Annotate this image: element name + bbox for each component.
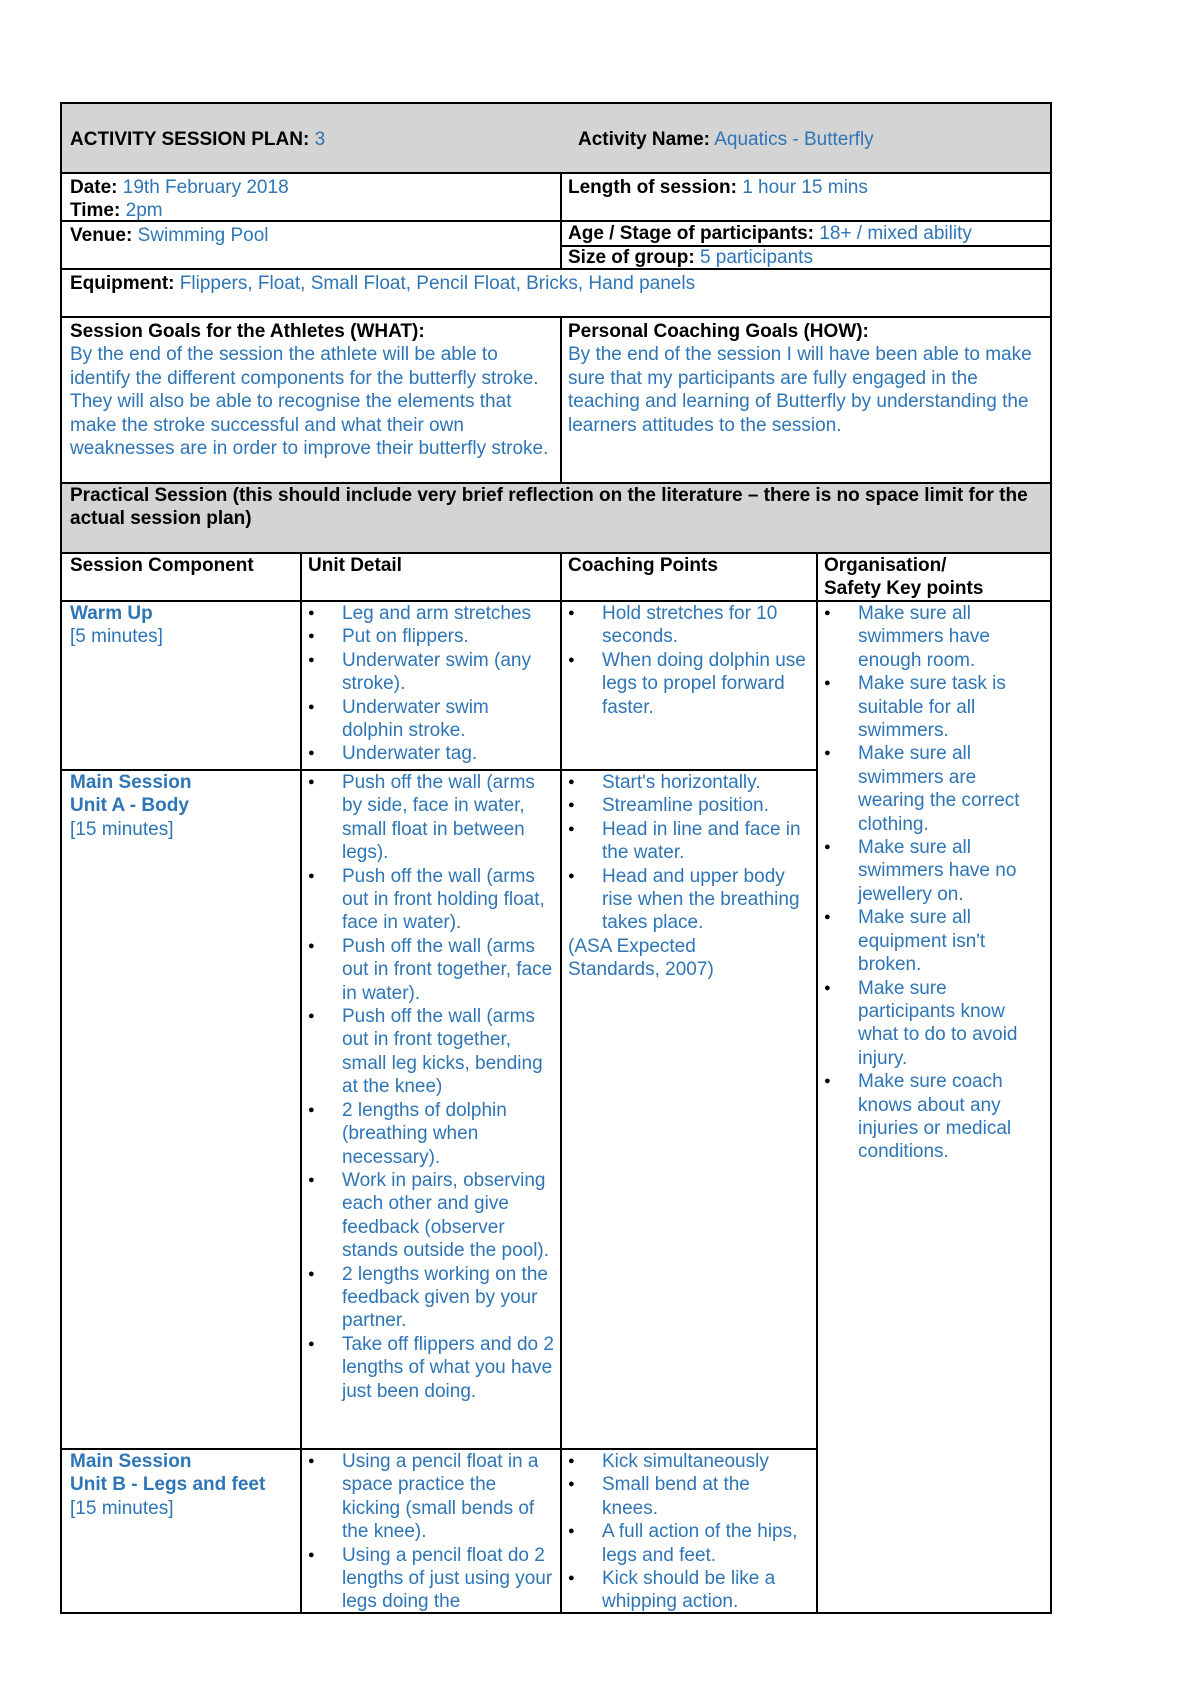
unit-b-component <box>62 1450 300 1612</box>
athlete-goals-label: Session Goals for the Athletes (WHAT): <box>70 321 425 342</box>
col-organisation-line2: Safety Key points <box>824 578 984 600</box>
activity-value: Aquatics - Butterfly <box>714 129 874 150</box>
session-body <box>60 602 1052 1614</box>
list-item: ● Underwater tag. <box>304 742 554 765</box>
coaching-goals-label: Personal Coaching Goals (HOW): <box>568 321 869 342</box>
plan-title-cell <box>62 104 570 172</box>
list-item: ● Kick simultaneously <box>564 1450 810 1473</box>
list-item: ● When doing dolphin use legs to propel forward faster. <box>564 649 810 719</box>
col-organisation <box>816 554 1050 600</box>
list-item: ● Kick should be like a whipping action. <box>564 1567 810 1612</box>
list-item: ● Start's horizontally. <box>564 771 810 794</box>
warm-up-unit-detail <box>302 602 560 769</box>
list-item: ● Put on flippers. <box>304 625 554 648</box>
list-item: ● Push off the wall (arms by side, face in water, small float in between legs). <box>304 771 554 865</box>
venue-cell <box>62 222 560 268</box>
list-item: ● 2 lengths working on the feedback given by your partner. <box>304 1263 554 1333</box>
date-row <box>60 174 1052 222</box>
equipment-row <box>60 270 1052 318</box>
date-cell <box>62 174 560 220</box>
unit-a-component <box>62 771 300 1448</box>
age-value: 18+ / mixed ability <box>819 223 972 244</box>
column-header-row <box>60 554 1052 602</box>
list-item: ● Push off the wall (arms out in front together, face in water). <box>304 935 554 1005</box>
unit-b-title-line2: Unit B - Legs and feet <box>70 1474 266 1496</box>
list-item: ● Make sure coach knows about any injuries or medical conditions. <box>820 1070 1044 1164</box>
list-item: ● Underwater swim (any stroke). <box>304 649 554 696</box>
list-item: ● Make sure all swimmers are wearing the correct clothing. <box>820 742 1044 836</box>
equipment-label: Equipment: <box>70 273 175 294</box>
venue-value: Swimming Pool <box>137 225 269 246</box>
practical-heading: Practical Session (this should include very brief reflection on the literature – there is no space limit for the actual session plan) <box>70 485 1028 530</box>
activity-label: Activity Name: <box>578 129 710 150</box>
unit-b-unit-detail <box>302 1450 560 1612</box>
list-item: ● Push off the wall (arms out in front holding float, face in water). <box>304 865 554 935</box>
date-label: Date: <box>70 177 118 198</box>
list-item: ● 2 lengths of dolphin (breathing when necessary). <box>304 1099 554 1169</box>
col-organisation-line1: Organisation/ <box>824 555 947 576</box>
warm-up-coaching-points <box>562 602 816 769</box>
unit-a-reference: (ASA Expected Standards, 2007) <box>568 935 714 981</box>
list-item: ● Using a pencil float do 2 lengths of just using your legs doing the <box>304 1544 554 1612</box>
coaching-goals-text: By the end of the session I will have been able to make sure that my participants are fully engaged in the teaching and learning of Butterfly by understanding the learners attitudes to the session. <box>568 344 1032 436</box>
list-item: ● Make sure all swimmers have no jewellery on. <box>820 836 1044 906</box>
unit-a-duration: [15 minutes] <box>70 818 174 840</box>
unit-b-title-line1: Main Session <box>70 1451 192 1472</box>
equipment-value: Flippers, Float, Small Float, Pencil Float, Bricks, Hand panels <box>179 273 696 294</box>
list-item: ● Small bend at the knees. <box>564 1473 810 1520</box>
athlete-goals-text: By the end of the session the athlete will be able to identify the different components for the butterfly stroke. They will also be able to recognise the elements that make the stroke successful and what their own weaknesses are in order to improve their butterfly stroke. <box>70 344 549 460</box>
list-item: ● Streamline position. <box>564 794 810 817</box>
list-item: ● Leg and arm stretches <box>304 602 554 625</box>
header-row <box>60 102 1052 174</box>
list-item: ● Work in pairs, observing each other and give feedback (observer stands outside the pool). <box>304 1169 554 1263</box>
col-coaching-points: Coaching Points <box>568 555 718 576</box>
list-item: ● Using a pencil float in a space practice the kicking (small bends of the knee). <box>304 1450 554 1544</box>
unit-a-coaching-points <box>562 771 816 1448</box>
activity-name-cell <box>570 104 1050 172</box>
size-value: 5 participants <box>699 247 813 268</box>
venue-row <box>60 222 1052 270</box>
age-cell <box>560 222 1050 246</box>
time-value: 2pm <box>125 200 163 220</box>
unit-b-coaching-points <box>562 1450 816 1612</box>
list-item: ● Underwater swim dolphin stroke. <box>304 696 554 743</box>
goals-row <box>60 318 1052 484</box>
plan-label: ACTIVITY SESSION PLAN: <box>70 129 310 150</box>
col-unit-detail: Unit Detail <box>308 555 402 576</box>
athlete-goals-cell <box>62 318 560 482</box>
list-item: ● Head and upper body rise when the breathing takes place. <box>564 865 810 935</box>
equipment-cell <box>62 270 1050 316</box>
list-item: ● Make sure all equipment isn't broken. <box>820 906 1044 976</box>
age-label: Age / Stage of participants: <box>568 223 814 244</box>
list-item: ● Head in line and face in the water. <box>564 818 810 865</box>
list-item: ● Hold stretches for 10 seconds. <box>564 602 810 649</box>
coaching-goals-cell <box>560 318 1050 482</box>
list-item: ● Take off flippers and do 2 lengths of what you have just been doing. <box>304 1333 554 1403</box>
unit-a-title-line1: Main Session <box>70 772 192 793</box>
unit-a-unit-detail <box>302 771 560 1448</box>
length-cell <box>560 174 1050 220</box>
warm-up-component <box>62 602 300 769</box>
length-value: 1 hour 15 mins <box>742 177 868 198</box>
list-item: ● Make sure task is suitable for all swimmers. <box>820 672 1044 742</box>
list-item: ● Make sure all swimmers have enough room. <box>820 602 1044 672</box>
list-item: ● Make sure participants know what to do to avoid injury. <box>820 977 1044 1071</box>
col-session-component: Session Component <box>70 555 254 576</box>
warm-up-duration: [5 minutes] <box>70 626 163 648</box>
list-item: ● Push off the wall (arms out in front together, small leg kicks, bending at the knee) <box>304 1005 554 1099</box>
length-label: Length of session: <box>568 177 737 198</box>
venue-label: Venue: <box>70 225 133 246</box>
time-label: Time: <box>70 200 121 220</box>
unit-a-title-line2: Unit A - Body <box>70 795 189 817</box>
date-value: 19th February 2018 <box>122 177 289 198</box>
warm-up-title: Warm Up <box>70 603 153 624</box>
practical-row <box>60 484 1052 554</box>
list-item: ● A full action of the hips, legs and feet. <box>564 1520 810 1567</box>
organisation-safety-points <box>818 602 1050 1612</box>
size-cell <box>560 246 1050 268</box>
size-label: Size of group: <box>568 247 695 268</box>
plan-number: 3 <box>314 129 326 150</box>
unit-b-duration: [15 minutes] <box>70 1497 174 1519</box>
